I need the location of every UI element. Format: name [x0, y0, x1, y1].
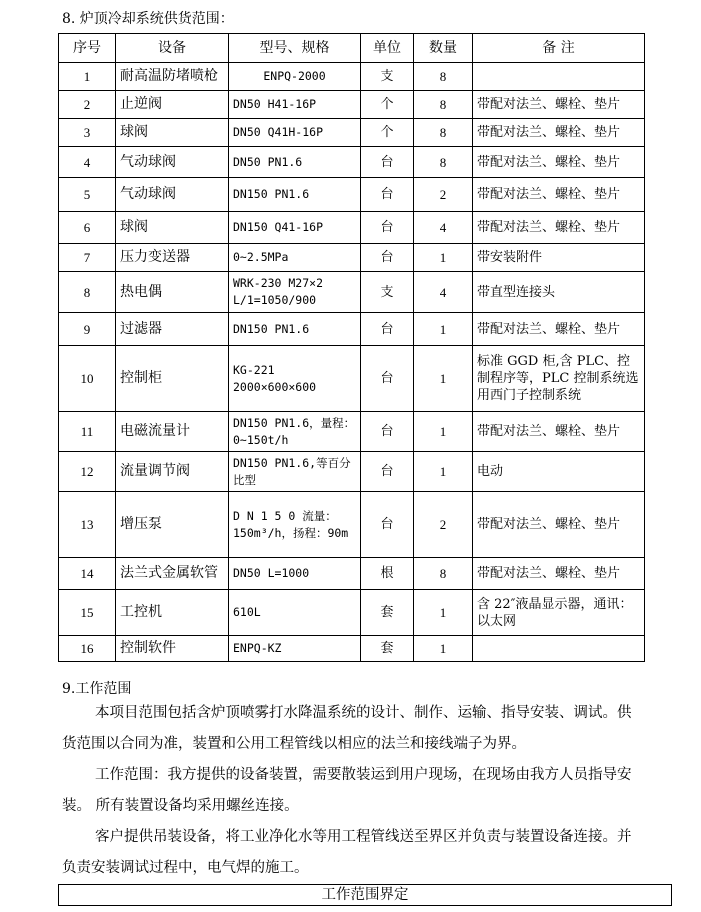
row-model: DN150 PN1.6,等百分比型: [229, 452, 361, 492]
row-unit: 根: [361, 558, 414, 590]
row-model: 0~2.5MPa: [229, 244, 361, 272]
table-row: [59, 119, 645, 147]
row-unit: 套: [361, 590, 414, 636]
row-no: 6: [59, 212, 116, 244]
row-note: 带配对法兰、螺栓、垫片: [473, 212, 645, 244]
row-note: 带配对法兰、螺栓、垫片: [473, 91, 645, 119]
row-unit: 台: [361, 244, 414, 272]
row-model: DN150 PN1.6: [229, 313, 361, 346]
table-header-row: [59, 34, 645, 63]
row-no: 1: [59, 63, 116, 91]
row-qty: 8: [414, 147, 473, 178]
row-no: 13: [59, 492, 116, 558]
row-model: DN50 Q41H-16P: [229, 119, 361, 147]
row-note: 标准 GGD 柜,含 PLC、控制程序等，PLC 控制系统选用西门子控制系统: [473, 346, 645, 412]
row-unit: 台: [361, 346, 414, 412]
row-qty: 1: [414, 636, 473, 662]
table-row: [59, 313, 645, 346]
row-device: 压力变送器: [116, 244, 229, 272]
row-model: 610L: [229, 590, 361, 636]
row-device: 耐高温防堵喷枪: [116, 63, 229, 91]
table-row: [59, 590, 645, 636]
row-qty: 4: [414, 272, 473, 313]
table-row: [59, 558, 645, 590]
row-model: ENPQ-2000: [229, 63, 361, 91]
row-no: 16: [59, 636, 116, 662]
row-note: 带配对法兰、螺栓、垫片: [473, 492, 645, 558]
row-note: [473, 636, 645, 662]
row-device: 过滤器: [116, 313, 229, 346]
table-row: [59, 492, 645, 558]
row-model: KG-221 2000×600×600: [229, 346, 361, 412]
supply-scope-table: [58, 33, 645, 662]
row-qty: 1: [414, 412, 473, 452]
row-qty: 1: [414, 346, 473, 412]
row-unit: 支: [361, 272, 414, 313]
row-device: 气动球阀: [116, 147, 229, 178]
row-unit: 台: [361, 452, 414, 492]
section-9-title: 9.工作范围: [62, 681, 132, 697]
paragraph-work-scope: [62, 760, 632, 822]
row-unit: 支: [361, 63, 414, 91]
row-no: 12: [59, 452, 116, 492]
row-unit: 个: [361, 119, 414, 147]
table-row: [59, 272, 645, 313]
row-note: 含 22″液晶显示器，通讯：以太网: [473, 590, 645, 636]
row-device: 热电偶: [116, 272, 229, 313]
row-model: DN150 Q41-16P: [229, 212, 361, 244]
row-device: 球阀: [116, 119, 229, 147]
row-qty: 1: [414, 313, 473, 346]
table-row: [59, 63, 645, 91]
row-qty: 1: [414, 244, 473, 272]
paragraph-text: 工作范围：我方提供的设备装置，需要散装运到用户现场，在现场由我方人员指导安装。 所有装置设备均采用螺丝连接。: [62, 767, 632, 814]
row-device: 气动球阀: [116, 178, 229, 212]
row-note: 带配对法兰、螺栓、垫片: [473, 178, 645, 212]
row-qty: 8: [414, 119, 473, 147]
row-qty: 8: [414, 91, 473, 119]
paragraph-text: 客户提供吊装设备，将工业净化水等用工程管线送至界区并负责与装置设备连接。并负责安装调试过程中，电气焊的施工。: [62, 829, 632, 876]
row-note: 带配对法兰、螺栓、垫片: [473, 412, 645, 452]
row-no: 11: [59, 412, 116, 452]
paragraph-text: 本项目范围包括含炉顶喷雾打水降温系统的设计、制作、运输、指导安装、调试。供货范围以合同为准，装置和公用工程管线以相应的法兰和接线端子为界。: [62, 705, 632, 752]
row-device: 工控机: [116, 590, 229, 636]
table-row: [59, 412, 645, 452]
row-qty: 1: [414, 590, 473, 636]
header-device: 设备: [116, 34, 229, 63]
row-qty: 1: [414, 452, 473, 492]
table-row: [59, 91, 645, 119]
table-row: [59, 346, 645, 412]
row-no: 4: [59, 147, 116, 178]
row-note: 带配对法兰、螺栓、垫片: [473, 119, 645, 147]
table-row: [59, 178, 645, 212]
row-model: DN50 L=1000: [229, 558, 361, 590]
row-no: 9: [59, 313, 116, 346]
header-no: 序号: [59, 34, 116, 63]
row-unit: 台: [361, 212, 414, 244]
row-unit: 台: [361, 412, 414, 452]
row-device: 电磁流量计: [116, 412, 229, 452]
row-no: 8: [59, 272, 116, 313]
row-model: DN150 PN1.6，量程：0~150t/h: [229, 412, 361, 452]
row-model: DN50 PN1.6: [229, 147, 361, 178]
row-no: 7: [59, 244, 116, 272]
row-unit: 台: [361, 178, 414, 212]
row-model: DN150 PN1.6: [229, 178, 361, 212]
row-device: 控制软件: [116, 636, 229, 662]
row-qty: 8: [414, 63, 473, 91]
row-device: 止逆阀: [116, 91, 229, 119]
section-8-title: 8. 炉顶冷却系统供货范围：: [62, 11, 234, 27]
row-qty: 2: [414, 492, 473, 558]
row-no: 15: [59, 590, 116, 636]
row-model: DN50 H41-16P: [229, 91, 361, 119]
header-model: 型号、规格: [229, 34, 361, 63]
table-row: [59, 244, 645, 272]
paragraph-scope: [62, 698, 632, 760]
scope-definition-title: 工作范围界定: [58, 884, 672, 906]
row-qty: 8: [414, 558, 473, 590]
row-no: 2: [59, 91, 116, 119]
row-unit: 台: [361, 492, 414, 558]
row-device: 法兰式金属软管: [116, 558, 229, 590]
table-row: [59, 636, 645, 662]
row-qty: 4: [414, 212, 473, 244]
paragraph-customer-scope: [62, 822, 632, 884]
row-no: 5: [59, 178, 116, 212]
row-note: [473, 63, 645, 91]
row-device: 增压泵: [116, 492, 229, 558]
row-unit: 套: [361, 636, 414, 662]
table-row: [59, 147, 645, 178]
row-unit: 台: [361, 147, 414, 178]
row-note: 带直型连接头: [473, 272, 645, 313]
row-model: D N 1 5 0 流量：150m³/h，扬程：90m: [229, 492, 361, 558]
row-note: 带配对法兰、螺栓、垫片: [473, 558, 645, 590]
row-note: 带安装附件: [473, 244, 645, 272]
row-no: 3: [59, 119, 116, 147]
row-no: 10: [59, 346, 116, 412]
header-unit: 单位: [361, 34, 414, 63]
row-device: 球阀: [116, 212, 229, 244]
header-note: 备 注: [473, 34, 645, 63]
row-qty: 2: [414, 178, 473, 212]
row-device: 控制柜: [116, 346, 229, 412]
table-row: [59, 212, 645, 244]
row-model: WRK-230 M27×2 L/1=1050/900: [229, 272, 361, 313]
row-model: ENPQ-KZ: [229, 636, 361, 662]
row-note: 带配对法兰、螺栓、垫片: [473, 147, 645, 178]
row-note: 电动: [473, 452, 645, 492]
header-qty: 数量: [414, 34, 473, 63]
row-note: 带配对法兰、螺栓、垫片: [473, 313, 645, 346]
row-no: 14: [59, 558, 116, 590]
table-row: [59, 452, 645, 492]
row-device: 流量调节阀: [116, 452, 229, 492]
row-unit: 个: [361, 91, 414, 119]
row-unit: 台: [361, 313, 414, 346]
